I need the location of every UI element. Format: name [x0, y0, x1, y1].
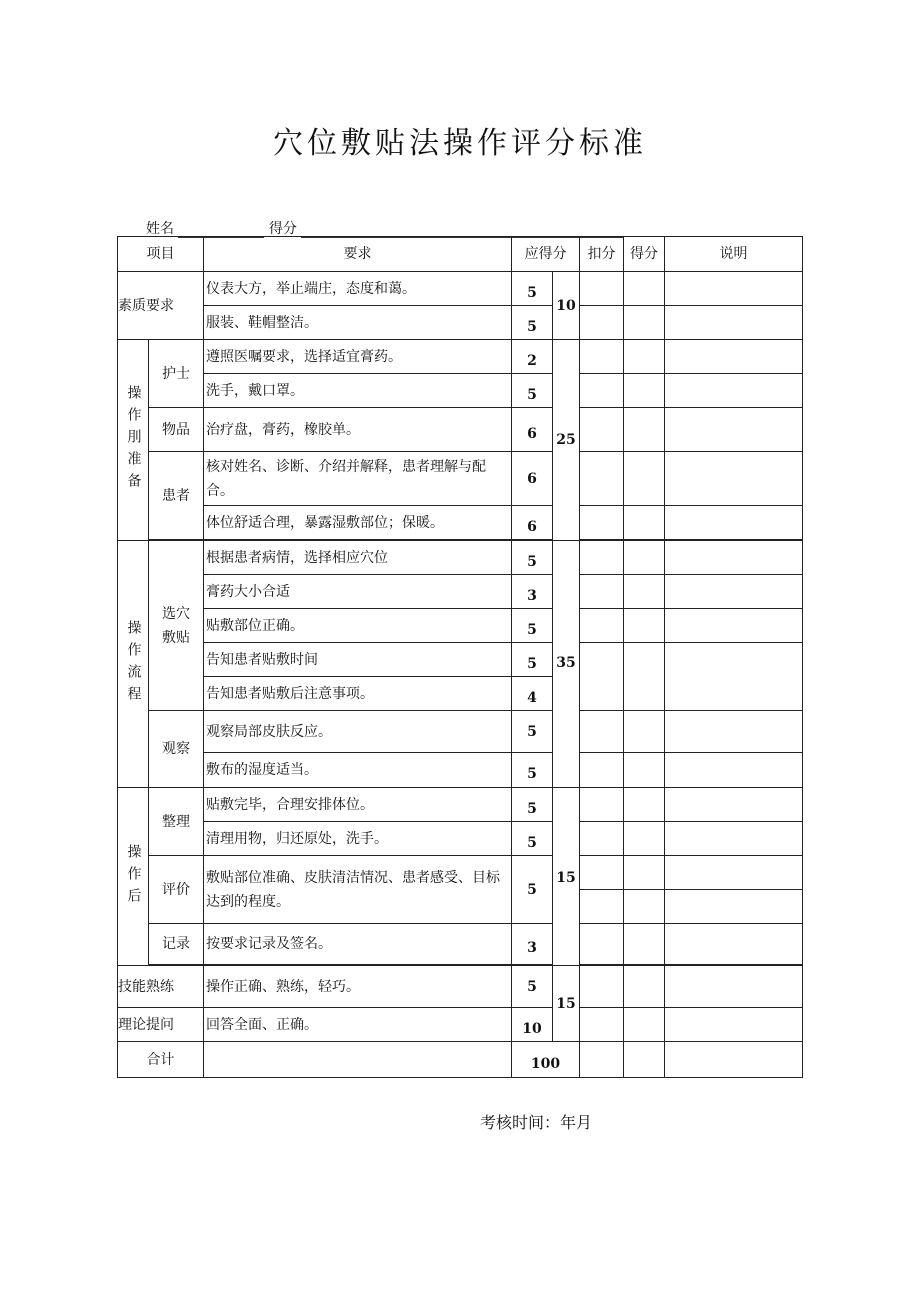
section-label: 操作后 — [118, 788, 149, 966]
requirement: 洗手，戴口罩。 — [204, 374, 512, 408]
points: 3 — [512, 575, 553, 609]
points: 5 — [512, 306, 553, 340]
requirement: 告知患者贴敷后注意事项。 — [204, 677, 512, 711]
deduct-cell[interactable] — [580, 1042, 624, 1078]
table-row — [118, 788, 803, 822]
note-cell[interactable] — [665, 711, 803, 753]
col-req: 要求 — [204, 237, 512, 272]
points: 3 — [512, 924, 553, 965]
deduct-cell[interactable] — [580, 643, 624, 711]
requirement: 膏药大小合适 — [204, 575, 512, 609]
section-total: 15 — [553, 966, 580, 1042]
requirement: 治疗盘，膏药，橡胶单。 — [204, 408, 512, 452]
table-row — [118, 272, 803, 306]
got-cell[interactable] — [624, 711, 665, 753]
deduct-cell[interactable] — [580, 890, 624, 924]
got-cell[interactable] — [624, 452, 665, 506]
deduct-cell[interactable] — [580, 1008, 624, 1042]
section-label: 素质要求 — [118, 272, 204, 340]
points: 5 — [512, 711, 553, 753]
table-row — [118, 856, 803, 890]
points: 4 — [512, 677, 553, 711]
note-cell[interactable] — [665, 408, 803, 452]
got-cell[interactable] — [624, 788, 665, 822]
note-cell[interactable] — [665, 541, 803, 575]
deduct-cell[interactable] — [580, 408, 624, 452]
got-cell[interactable] — [624, 609, 665, 643]
deduct-cell[interactable] — [580, 711, 624, 753]
got-cell[interactable] — [624, 306, 665, 340]
got-cell[interactable] — [624, 541, 665, 575]
total-value: 100 — [512, 1042, 580, 1078]
requirement: 清理用物，归还原处，洗手。 — [204, 822, 512, 856]
points: 6 — [512, 452, 553, 506]
table-row — [118, 374, 803, 408]
deduct-cell[interactable] — [580, 609, 624, 643]
sub-label: 评价 — [149, 856, 204, 924]
points: 10 — [512, 1008, 553, 1042]
requirement: 敷贴部位准确、皮肤清洁情况、患者感受、目标达到的程度。 — [204, 856, 512, 924]
col-deduct: 扣分 — [580, 237, 624, 272]
note-cell[interactable] — [665, 1008, 803, 1042]
note-cell[interactable] — [665, 856, 803, 890]
sub-label: 物品 — [149, 408, 204, 452]
note-cell[interactable] — [665, 822, 803, 856]
deduct-cell[interactable] — [580, 541, 624, 575]
points: 5 — [512, 822, 553, 856]
table-row — [118, 609, 803, 643]
table-row — [118, 1008, 803, 1042]
requirement: 按要求记录及签名。 — [204, 924, 512, 965]
sub-label: 护士 — [149, 340, 204, 408]
deduct-cell[interactable] — [580, 822, 624, 856]
requirement: 服装、鞋帽整洁。 — [204, 306, 512, 340]
note-cell[interactable] — [665, 306, 803, 340]
got-cell[interactable] — [624, 1008, 665, 1042]
total-label: 合计 — [118, 1042, 204, 1078]
points: 5 — [512, 609, 553, 643]
note-cell[interactable] — [665, 966, 803, 1008]
got-cell[interactable] — [624, 822, 665, 856]
deduct-cell[interactable] — [580, 452, 624, 506]
section-label: 理论提问 — [118, 1008, 204, 1042]
sub-label: 观察 — [149, 711, 204, 788]
got-cell[interactable] — [624, 575, 665, 609]
note-cell[interactable] — [665, 272, 803, 306]
got-cell[interactable] — [624, 924, 665, 965]
table-row — [118, 711, 803, 753]
note-cell[interactable] — [665, 1042, 803, 1078]
note-cell[interactable] — [665, 452, 803, 506]
deduct-cell[interactable] — [580, 374, 624, 408]
table-row — [118, 452, 803, 506]
sub-label: 记录 — [149, 924, 204, 965]
table-row — [118, 575, 803, 609]
deduct-cell[interactable] — [580, 340, 624, 374]
requirement: 仪表大方，举止端庄，态度和蔼。 — [204, 272, 512, 306]
table-row — [118, 340, 803, 374]
got-cell[interactable] — [624, 890, 665, 924]
total-row — [118, 1042, 803, 1078]
points: 5 — [512, 541, 553, 575]
sub-label: 整理 — [149, 788, 204, 856]
section-label: 操作刖准备 — [118, 340, 149, 541]
table-row — [118, 541, 803, 575]
requirement: 根据患者病情，选择相应穴位 — [204, 541, 512, 575]
got-cell[interactable] — [624, 408, 665, 452]
points: 5 — [512, 966, 553, 1008]
requirement: 贴敷部位正确。 — [204, 609, 512, 643]
note-cell[interactable] — [665, 506, 803, 540]
requirement: 贴敷完毕，合理安排体位。 — [204, 788, 512, 822]
page-title: 穴位敷贴法操作评分标准 — [273, 126, 647, 161]
table-row — [118, 966, 803, 1008]
requirement: 遵照医嘱要求，选择适宜膏药。 — [204, 340, 512, 374]
deduct-cell[interactable] — [580, 788, 624, 822]
section-total: 35 — [553, 541, 580, 788]
note-cell[interactable] — [665, 575, 803, 609]
section-total: 15 — [553, 788, 580, 966]
requirement: 回答全面、正确。 — [204, 1008, 512, 1042]
section-label: 技能熟练 — [118, 966, 204, 1008]
note-cell[interactable] — [665, 753, 803, 788]
points: 2 — [512, 340, 553, 374]
header-fields — [146, 218, 623, 238]
deduct-cell[interactable] — [580, 575, 624, 609]
points: 6 — [512, 408, 553, 452]
note-cell[interactable] — [665, 340, 803, 374]
note-cell[interactable] — [665, 609, 803, 643]
deduct-cell[interactable] — [580, 272, 624, 306]
note-cell[interactable] — [665, 788, 803, 822]
got-cell[interactable] — [624, 643, 665, 711]
col-note: 说明 — [665, 237, 803, 272]
note-cell[interactable] — [665, 890, 803, 924]
table-row — [118, 822, 803, 856]
deduct-cell[interactable] — [580, 856, 624, 890]
col-item: 项目 — [118, 237, 204, 272]
sub-label: 患者 — [149, 452, 204, 540]
deduct-cell[interactable] — [580, 924, 624, 965]
deduct-cell[interactable] — [580, 306, 624, 340]
points: 5 — [512, 643, 553, 677]
table-row — [118, 408, 803, 452]
col-std: 应得分 — [512, 237, 580, 272]
section-total: 10 — [553, 272, 580, 340]
points: 5 — [512, 272, 553, 306]
got-cell[interactable] — [624, 506, 665, 540]
total-req-cell — [204, 1042, 512, 1078]
note-cell[interactable] — [665, 643, 803, 711]
points: 5 — [512, 788, 553, 822]
got-cell[interactable] — [624, 340, 665, 374]
table-row — [118, 643, 803, 677]
deduct-cell[interactable] — [580, 506, 624, 540]
scoring-table — [117, 236, 803, 1078]
section-total: 25 — [553, 340, 580, 541]
requirement: 敷布的湿度适当。 — [204, 753, 512, 788]
points: 5 — [512, 753, 553, 788]
points: 5 — [512, 374, 553, 408]
section-label: 操作流程 — [118, 541, 149, 788]
got-cell[interactable] — [624, 374, 665, 408]
requirement: 核对姓名、诊断、介绍并解释，患者理解与配合。 — [204, 452, 512, 506]
note-cell[interactable] — [665, 374, 803, 408]
exam-time: 考核时间：年月 — [480, 1113, 593, 1132]
table-row — [118, 306, 803, 340]
sub-label: 选穴敷贴 — [149, 541, 204, 711]
table-row — [118, 753, 803, 788]
got-cell[interactable] — [624, 966, 665, 1008]
note-cell[interactable] — [665, 924, 803, 965]
table-row — [118, 924, 803, 965]
name-label: 姓名 — [146, 221, 174, 237]
deduct-cell[interactable] — [580, 753, 624, 788]
got-cell[interactable] — [624, 272, 665, 306]
col-got: 得分 — [624, 237, 665, 272]
got-cell[interactable] — [624, 856, 665, 890]
requirement: 操作正确、熟练，轻巧。 — [204, 966, 512, 1008]
score-label: 得分 — [268, 221, 297, 237]
requirement: 告知患者贴敷时间 — [204, 643, 512, 677]
got-cell[interactable] — [624, 753, 665, 788]
table-row — [118, 506, 803, 540]
requirement: 观察局部皮肤反应。 — [204, 711, 512, 753]
header-row — [118, 237, 803, 272]
points: 6 — [512, 506, 553, 540]
deduct-cell[interactable] — [580, 966, 624, 1008]
got-cell[interactable] — [624, 1042, 665, 1078]
points: 5 — [512, 856, 553, 924]
requirement: 体位舒适合理，暴露湿敷部位；保暖。 — [204, 506, 512, 540]
